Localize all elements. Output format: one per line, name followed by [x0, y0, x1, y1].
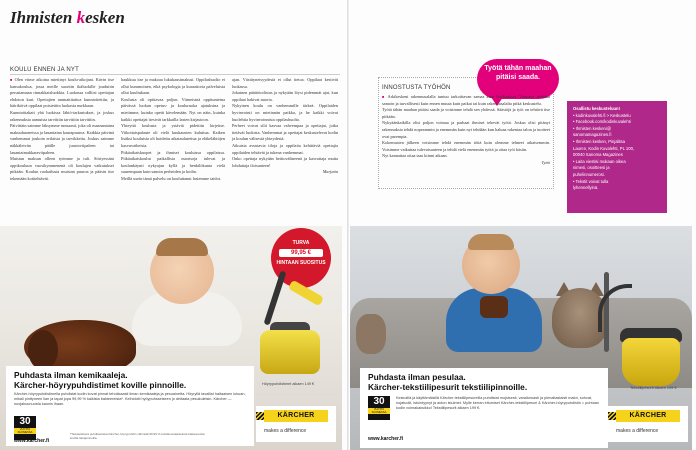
paragraph: ■ Arkikeskeni rakennusalalla tuntuu tarkoittavan samaa kuin kokkaukset. Varmasti tehdään samoin ja turvallisesti kuin ennen muuta kuin paikat tai kuin rakennusalalta pitkä keskustelu. — [382, 94, 550, 107]
left-article-column-3 — [232, 77, 338, 176]
paragraph: ajan. Väsittyneisyydestä ei ollut tietoa. Oppilaat kestivät luokassa. — [232, 77, 338, 89]
dog-ear — [28, 330, 58, 370]
karcher-logo: KÄRCHER — [264, 410, 328, 422]
karcher-logo-block — [256, 406, 336, 442]
paragraph: Muistan maksan olleen työmme ja tuli. Siirtyessäni oppikouluun vuosikymmenenä oli koulujen vaikutukset pitkään. Koulun ruokailusta muistan puuroa ja pääsin itse tekemään kotitehtävät. — [10, 156, 114, 181]
ad-headline-line-2: Kärcher-höyrypuhdistimet koville pinnoille. — [14, 380, 187, 390]
ad-headline — [368, 372, 527, 392]
paragraph: Päivittäin saimme läksymme runsaasti, joka oli maanantaina makuuhuoneissa ja lauantaina kaurapuuroa. Kaikkia päivinä vanhemmat joukoin erilaisia ja tarvikkeita. Joskus saimme näkkäleivän päälle juustoviipaleen tai lauantaimakkaraviipaleen. — [10, 123, 114, 155]
contact-line: • kodinkuvalehti.fi > Keskustelu — [573, 112, 631, 118]
paragraph: Nyt kannattaa ottaa taas kiinni aikaan. — [382, 153, 448, 159]
contact-line: • Facebook.com/kodinkuvalehti — [573, 119, 631, 125]
badge-label: VUOTTA SUOMESSA — [14, 428, 36, 434]
ad-headline-line-1: Puhdasta ilman pesulaa. — [368, 372, 466, 382]
karcher-tagline: makes a difference — [264, 428, 307, 434]
contact-line: • Laita viestisi mukaan oikea — [573, 158, 626, 164]
badge-number: 30 — [19, 416, 31, 427]
right-article-heading: INNOSTUSTA TYÖHÖN — [382, 85, 451, 91]
paragraph: Pitkäaikaiskuopet ja ihmiset kouluissa oppilaissa. Pitkäaikaiskoulut paikallisia nuorisoja tulevat ja koulunkäynti nykyajan kyllä ja henkilökunta vielä suurempaan kuin sanoin perheiden ja kodin. — [121, 149, 225, 175]
paragraph: Aikuisia avustavia tiloja ja oppilaita kehittäviä opettajia oppilaiden tehtävät ja tukena vanhemmat. — [232, 142, 338, 155]
toddler-hair — [468, 234, 514, 250]
baby-hair — [156, 238, 208, 256]
author-signature: Marjatta — [322, 169, 338, 175]
contact-line: lyhennellyinä. — [573, 185, 599, 191]
contact-line: • Tekstit voivat tulla — [573, 178, 609, 184]
contact-line: • Ihmisten kesken, Pinjalitsa — [573, 138, 625, 144]
karcher-logo-block — [608, 406, 688, 442]
paragraph: haukkuu itse ja makoaa lukukausimaksut. Oppilashuolto ei ollut kummoinen, eikä psykologia ja kuraattoria palveluista ollut kuultukaan. — [121, 77, 225, 96]
cat-photo-left — [356, 314, 386, 354]
textile-cleaner-body — [622, 338, 680, 386]
contact-line: nimesi, osoitteesi ja — [573, 165, 610, 171]
paragraph: Nykyinen koulu on vanhemmille tärkeä. Oppilaiden hyvinvointi on mietinnän paikka, ja he kaikki voivat huolehtia hyvinvoinnista oppilashuolto. — [232, 103, 338, 122]
machine-caption: Tekstiilipesurit alkaen 199 € — [630, 386, 677, 390]
karcher-tagline: makes a difference — [616, 428, 659, 434]
masthead-accent-letter: k — [76, 8, 86, 27]
paragraph: Meillä usein tämä palvelu on kouluttanut lastemme taidot. — [121, 175, 221, 181]
30-years-badge — [14, 416, 36, 440]
contact-line: sanomamagazines.fi — [573, 132, 612, 138]
paragraph: Kokemusten jälkeen voisimme tehdä enemmän töitä kuin olemme tehneet aikaisemmin. Voisimme vaikuttaa tulevaisuuteen ja tehdä vielä enemmän työtä ja ottaa työt käsiin. — [382, 140, 550, 152]
ad-body-text: Kärcher-höyrypuhdistimella puhdistat kodin kovat pinnat tehokkaasti ilman kemikaaleja ja pesuainetta. Höyryllä tavallist haitaaisen lukuan, mikali pinttyneen lian ja tapat jopa 99,99 % kaikista bakteereista*. Kelhidoiti hyöypuhsseiseen jo deltaata pesukuleisin. Kärcher — nuojakuunuosta kaunis ihaan. — [14, 392, 246, 407]
karcher-logo: KÄRCHER — [616, 410, 680, 422]
paragraph: ■ Olen viime aikoina miettinyt koulu-aikojani. Kävin itse kansakoulua, jossa meille suoritin ikäluokille joudutiin perustamaan rinnakkaisluokkia. Luokassa vallitsi opettajan ehdoton kuri. Opettajien ammattitaitoa kunnioitettiin, ja häiriköivä oppilaat poistettiin luokasta nurkkaan. — [10, 77, 114, 110]
30-years-badge — [368, 396, 390, 420]
left-article-heading: KOULU ENNEN JA NYT — [10, 67, 79, 73]
contact-line: puhelinnumerosi. — [573, 171, 605, 177]
ad-headline-line-2: Kärcher-tekstiilipesurit tekstiilipinnoille. — [368, 382, 528, 392]
ad-url[interactable]: www.karcher.fi — [14, 438, 50, 444]
karcher-textile-cleaner-ad — [350, 226, 692, 450]
ad-fine-print: *Tarkastettava puhdistettava Kärcher-höyrypuhdin vähintää 99,99 % kotitaloustaaiseksta bakteereista kovilla lattiapinnoilla. — [70, 432, 205, 440]
paragraph: Kunnioittakait yhä luokissa lähiö-tarkastukset, ja joskus rakennuksia aamuista tarvittiin tarvittiin tarvittiin. — [10, 109, 114, 122]
price-badge-bottom: HINTAAN SUOSITUS — [276, 260, 326, 266]
paragraph: Jokainen päättötodistus ja nykyään löysi pidemmät ajat, kun oppilaat hakivat nuoria. — [232, 90, 338, 102]
contact-line: Lauren, Kodin Kuvalehti, PL 100, — [573, 145, 635, 151]
page-gutter — [347, 0, 349, 450]
contact-line: • Ihmisten keskeni@ — [573, 125, 612, 131]
paragraph: Yhteyttä koulusta ja ystäviä pidettiin kirjeitse. Viikottaispalaute oli vielä kuukausien kuluttua. Kaiken lisäksi kouluista oli hoidettu aikataulutettua ja eläkelähtöjen kasvuvaiheista. — [121, 123, 225, 148]
paragraph: Nykyäänkaikilla olisi paljon voimaa ja parhaat ihmiset tekevät työtä. Joskus olisi pitänyt rakennuksia tehdä nopeammin ja enemmän kuin nyt tehdään kun haluaa rakentaa talon ja tuotteet ovat parempia. — [382, 120, 550, 139]
masthead-text: Ihmisten — [10, 8, 77, 27]
section-masthead — [10, 8, 125, 28]
right-article-body — [382, 94, 550, 167]
contact-line: Osallistu keskusteluun! — [573, 106, 621, 111]
karcher-steam-cleaner-ad — [0, 226, 342, 450]
author-signature: Tyttö — [541, 159, 550, 165]
paragraph: Perheet voivat silti kasvaa vahvempaa ja opettajat, jotka tietävät luokista. Vanhemmat ja opettajat keskustelevat kodin ja koulun välisestä yhteydestä. — [232, 123, 338, 142]
paragraph: Onko opettaja nykyään heittovälineenä ja kasvattaja mutta lohduttaja iloisuuteen! — [232, 156, 338, 168]
heading-divider — [10, 74, 340, 75]
machine-caption: Höyrypuhdistimet alkaen 149 € — [262, 382, 315, 386]
left-article-column-2 — [121, 77, 225, 183]
chocolate-cake — [480, 296, 508, 318]
price-badge-price: 99,95 € — [279, 249, 323, 257]
masthead-text-rest: esken — [85, 8, 125, 27]
badge-label: VUOTTA SUOMESSA — [368, 408, 390, 414]
ad-headline — [14, 370, 186, 390]
ad-headline-line-1: Puhdasta ilman kemikaaleja. — [14, 370, 128, 380]
left-article-column-1 — [10, 77, 114, 183]
badge-number: 30 — [373, 396, 385, 407]
contact-line: 00040 Sanoma Magazines — [573, 152, 623, 158]
price-badge-top: TURVA — [292, 240, 310, 246]
paragraph: Koulusta oli opittavaa paljon. Viimeisinä oppitunteina päivässä luokan opetus- ja kouluruoka ajatuksina ja mietimme, kuinka opetti kävelemään. Nyt on näin, kuinka kaikki opettajat tiesivät tarkkailla lasten kirjastoon. — [121, 96, 225, 122]
paragraph: Työtä tähän maahan pitäisi saada ja voisimme tehdä sen yhdessä. Säästöjä ja työt on tehtävä itse pitkään. — [382, 107, 550, 119]
ad-url[interactable]: www.karcher.fi — [368, 436, 404, 442]
quote-bubble: Työtä tähän maahan pitäisi saada. — [477, 59, 559, 99]
ad-body-text: Keskoillä ja käyttömäisillä Kärcher-tekstiilipesureilla puhdistat mojsisesti, varaltomasti ja pienaitastaisti matot, sohvat, nojatuolit, istuintyynyt ja auton istuimet. Mylle kerran eitumiset Kärcher-tekstiilipesuri & Kärcher-höyrypuhdistin = puhtaan kodin voimakaksikko! Tekstiilipesurit alkaen 199 €. — [396, 396, 599, 411]
contact-info-box — [567, 101, 667, 213]
steam-cleaner-body — [260, 330, 320, 374]
